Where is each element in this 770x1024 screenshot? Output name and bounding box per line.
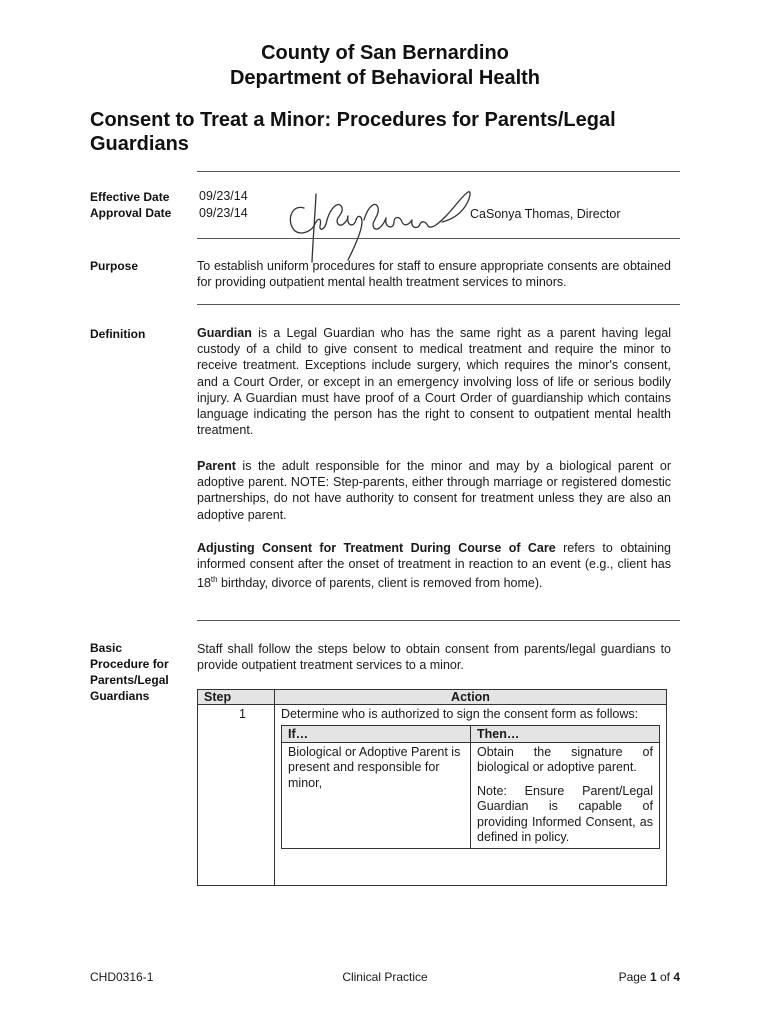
director-name: CaSonya Thomas, Director (470, 207, 621, 221)
definition-label: Definition (90, 327, 146, 341)
divider (197, 171, 680, 172)
parent-definition (197, 458, 671, 523)
adjusting-text-end: birthday, divorce of parents, client is removed from home). (217, 576, 543, 591)
procedure-intro: Staff shall follow the steps below to obtain consent from parents/legal guardians to provide outpatient treatment services to a minor. (197, 642, 671, 673)
footer-category: Clinical Practice (342, 970, 428, 984)
adjusting-text: refers to obtaining informed consent after the onset of treatment in reaction to an event (e.g., client has 18 (197, 541, 671, 591)
then-action-cell (471, 742, 660, 848)
table-header-row (198, 690, 667, 705)
parent-text: is the adult responsible for the minor and may by a biological parent or adoptive parent. NOTE: Step-parents, either through marriage or registered domestic partnerships, do not have authority to consent for treatment unless they are also an adoptive parent. (197, 459, 671, 522)
document-code: CHD0316-1 (90, 970, 154, 984)
page-number (560, 970, 680, 984)
county-title: County of San Bernardino (261, 42, 509, 64)
procedure-label-line: Procedure for (90, 657, 169, 671)
procedure-label (90, 640, 169, 704)
director-signature (282, 186, 482, 266)
guardian-text: is a Legal Guardian who has the same right as a parent having legal custody of a child to give consent to medical treatment and require the minor to receive treatment. Exceptions include surgery, which requires the minor's consent, and a Court Order, or except in an emergency involving loss of life or serious bodily injury. A Guardian must have proof of a Court Order of guardianship which contains language indicating the person has the right to consent to outpatient mental health treatment. (197, 326, 671, 438)
procedure-table (197, 689, 667, 886)
then-note: Note: Ensure Parent/Legal Guardian is capable of providing Informed Consent, as defined in policy. (477, 783, 653, 844)
ordinal-suffix: th (210, 575, 218, 585)
if-column-header: If… (282, 725, 471, 742)
effective-date-value: 09/23/14 (199, 189, 248, 203)
guardian-term: Guardian (197, 326, 252, 340)
page-of: of (656, 970, 674, 984)
if-then-table (281, 725, 660, 849)
effective-date-label: Effective Date (90, 190, 170, 204)
divider (197, 238, 680, 239)
step-column-header: Step (198, 690, 275, 705)
if-condition: Biological or Adoptive Parent is present and responsible for minor, (282, 742, 471, 848)
document-title-line-1: Consent to Treat a Minor: Procedures for Parents/Legal (90, 109, 616, 131)
action-column-header: Action (275, 690, 667, 705)
adjusting-term: Adjusting Consent for Treatment During Course of Care (197, 541, 556, 555)
procedure-label-line: Parents/Legal (90, 673, 169, 687)
step-action-text: Determine who is authorized to sign the consent form as follows: (281, 707, 639, 721)
step-action-cell (275, 705, 667, 886)
approval-date-label: Approval Date (90, 206, 172, 220)
then-action: Obtain the signature of biological or adoptive parent. (477, 744, 653, 774)
step-number: 1 (198, 705, 275, 886)
purpose-text: To establish uniform procedures for staff to ensure appropriate consents are obtained for providing outpatient mental health treatment services to minors. (197, 259, 671, 290)
document-title-line-2: Guardians (90, 133, 189, 155)
document-title (90, 108, 690, 156)
page-current: 1 (649, 970, 657, 984)
then-column-header: Then… (471, 725, 660, 742)
approval-date-value: 09/23/14 (199, 206, 248, 220)
page-total: 4 (673, 970, 680, 984)
if-then-header-row (282, 725, 660, 742)
divider (197, 304, 680, 305)
department-title: Department of Behavioral Health (229, 67, 541, 89)
page-prefix: Page (618, 970, 650, 984)
procedure-label-line: Guardians (90, 689, 150, 703)
divider (197, 620, 680, 621)
adjusting-consent-definition (197, 540, 671, 592)
guardian-definition (197, 325, 671, 438)
if-then-row (282, 742, 660, 848)
table-row (198, 705, 667, 886)
parent-term: Parent (197, 459, 236, 473)
procedure-label-line: Basic (90, 641, 123, 655)
purpose-label: Purpose (90, 259, 139, 273)
